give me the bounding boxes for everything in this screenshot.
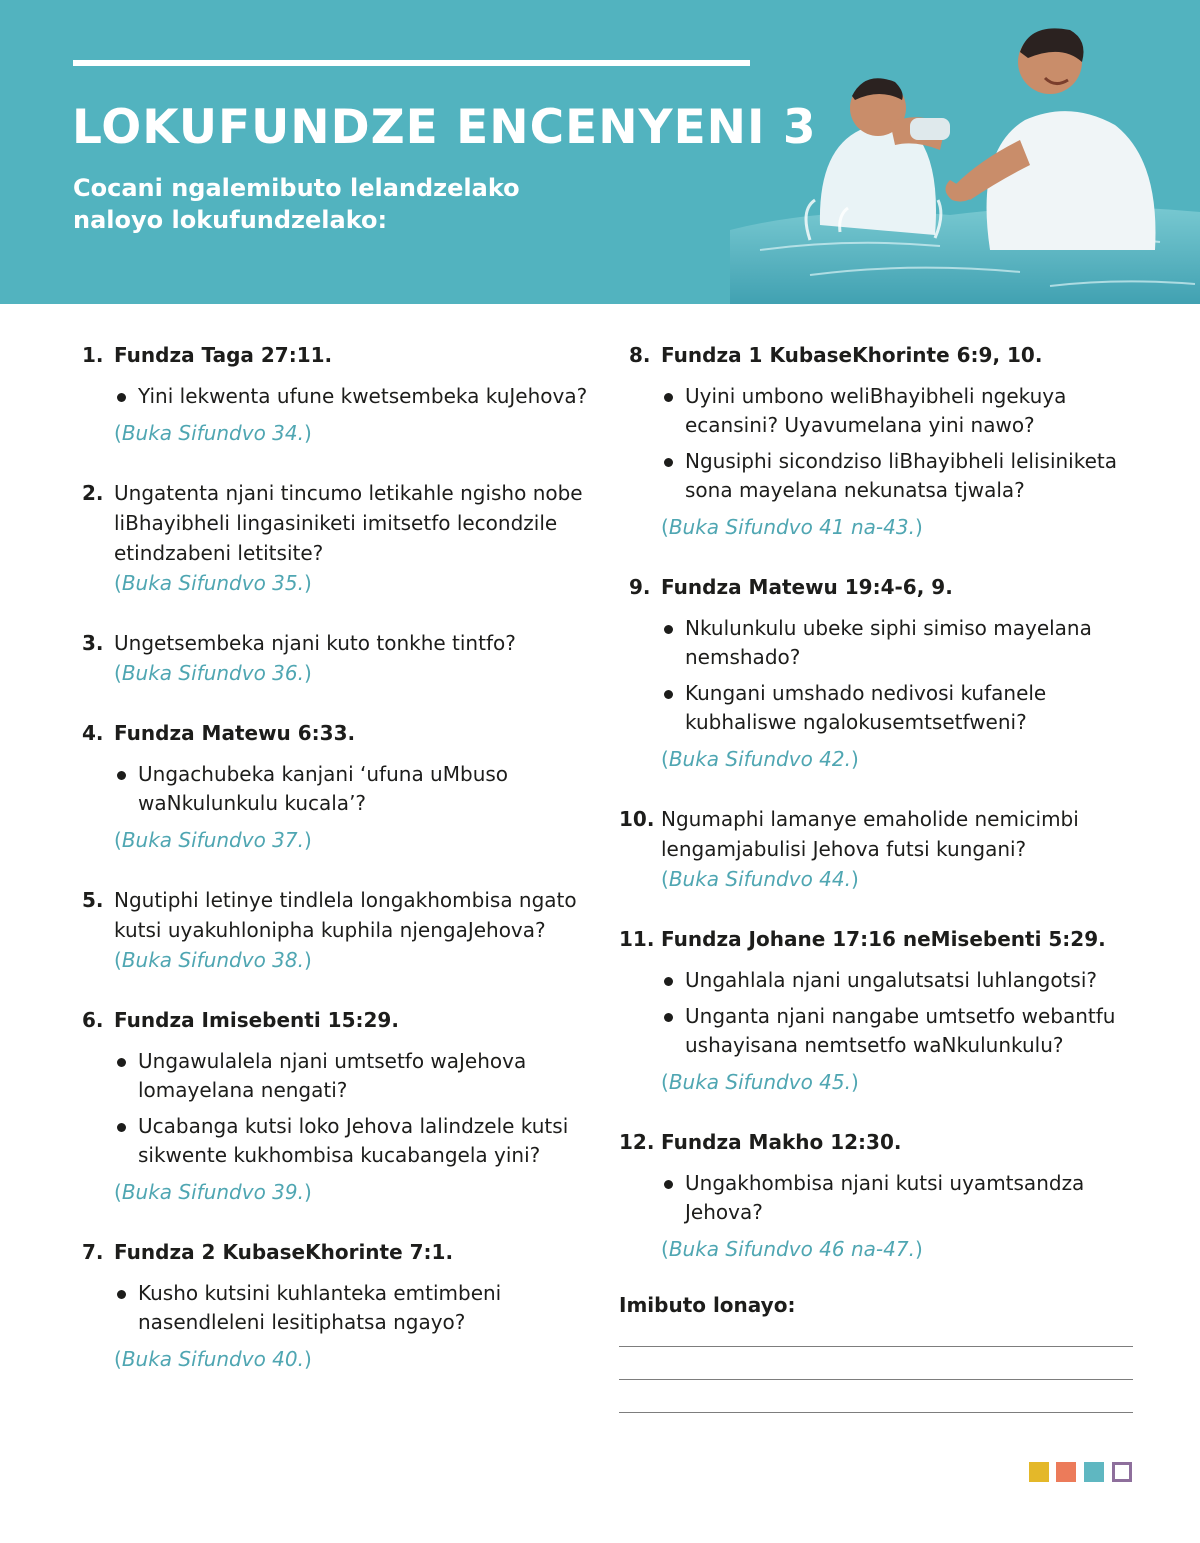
question-item: [619, 572, 1139, 774]
page-subtitle: Cocani ngalemibuto lelandzelako naloyo lokufundzelako:: [73, 174, 520, 234]
question-text: Fundza Taga 27:11.: [114, 343, 333, 367]
sub-question-list: [661, 1169, 1139, 1227]
lesson-reference: (Buka Sifundvo 45.): [661, 1070, 859, 1094]
question-item: [619, 340, 1139, 542]
lesson-reference: (Buka Sifundvo 36.): [114, 661, 312, 685]
question-number: 7.: [82, 1240, 104, 1264]
question-text: Ungatenta njani tincumo letikahle ngisho nobe liBhayibheli lingasiniketi imitsetfo lecondzile etindzabeni letitsite?: [114, 481, 583, 565]
answer-line: [619, 1379, 1133, 1380]
orange-square: [1056, 1462, 1076, 1482]
lesson-reference: (Buka Sifundvo 41 na-43.): [661, 515, 923, 539]
question-number: 3.: [82, 631, 104, 655]
question-text: Fundza 2 KubaseKhorinte 7:1.: [114, 1240, 454, 1264]
sub-question-list: [114, 1279, 592, 1337]
lesson-reference: (Buka Sifundvo 39.): [114, 1180, 312, 1204]
lesson-reference: (Buka Sifundvo 40.): [114, 1347, 312, 1371]
sub-question: Kungani umshado nedivosi kufanele kubhaliswe ngalokusemtsetfweni?: [661, 679, 1139, 737]
sub-question: Yini lekwenta ufune kwetsembeka kuJehova?: [114, 382, 592, 411]
question-text: Fundza Matewu 19:4-6, 9.: [661, 575, 953, 599]
question-number: 9.: [629, 575, 651, 599]
answer-line: [619, 1412, 1133, 1413]
question-number: 2.: [82, 481, 104, 505]
question-number: 12.: [619, 1130, 655, 1154]
question-number: 11.: [619, 927, 655, 951]
question-number: 6.: [82, 1008, 104, 1032]
question-text: Ngutiphi letinye tindlela longakhombisa ngato kutsi uyakuhlonipha kuphila njengaJehova?: [114, 888, 577, 942]
question-text: Ngumaphi lamanye emaholide nemicimbi lengamjabulisi Jehova futsi kungani?: [661, 807, 1079, 861]
lesson-reference: (Buka Sifundvo 37.): [114, 828, 312, 852]
sub-question: Ungahlala njani ungalutsatsi luhlangotsi?: [661, 966, 1139, 995]
question-item: [82, 340, 592, 448]
lesson-reference: (Buka Sifundvo 35.): [114, 571, 312, 595]
lesson-reference: (Buka Sifundvo 34.): [114, 421, 312, 445]
sub-question: Uyini umbono weliBhayibheli ngekuya ecansini? Uyavumelana yini nawo?: [661, 382, 1139, 440]
sub-question-list: [661, 382, 1139, 505]
page-title: LOKUFUNDZE ENCENYENI 3: [72, 100, 817, 155]
question-text: Fundza Makho 12:30.: [661, 1130, 902, 1154]
sub-question: Ungawulalela njani umtsetfo waJehova lomayelana nengati?: [114, 1047, 592, 1105]
sub-question: Ngusiphi sicondziso liBhayibheli lelisiniketa sona mayelana nekunatsa tjwala?: [661, 447, 1139, 505]
own-questions-label: Imibuto lonayo:: [619, 1293, 796, 1317]
sub-question: Nkulunkulu ubeke siphi simiso mayelana nemshado?: [661, 614, 1139, 672]
yellow-square: [1029, 1462, 1049, 1482]
lesson-reference: (Buka Sifundvo 44.): [661, 867, 859, 891]
question-item: [82, 478, 592, 598]
question-item: [619, 1127, 1139, 1264]
questions-right-column: [619, 340, 1139, 1294]
purple-outline-square: [1112, 1462, 1132, 1482]
question-number: 4.: [82, 721, 104, 745]
question-item: [619, 804, 1139, 894]
answer-line: [619, 1346, 1133, 1347]
question-text: Fundza Matewu 6:33.: [114, 721, 356, 745]
question-number: 5.: [82, 888, 104, 912]
header-rule: [73, 60, 750, 66]
sub-question-list: [114, 760, 592, 818]
sub-question: Ungakhombisa njani kutsi uyamtsandza Jehova?: [661, 1169, 1139, 1227]
lesson-reference: (Buka Sifundvo 42.): [661, 747, 859, 771]
sub-question-list: [114, 382, 592, 411]
teal-square: [1084, 1462, 1104, 1482]
question-text: Ungetsembeka njani kuto tonkhe tintfo?: [114, 631, 516, 655]
question-number: 1.: [82, 343, 104, 367]
question-item: [82, 1005, 592, 1207]
lesson-reference: (Buka Sifundvo 46 na-47.): [661, 1237, 923, 1261]
question-item: [619, 924, 1139, 1097]
question-text: Fundza Johane 17:16 neMisebenti 5:29.: [661, 927, 1106, 951]
lesson-reference: (Buka Sifundvo 38.): [114, 948, 312, 972]
sub-question: Kusho kutsini kuhlanteka emtimbeni nasendleleni lesitiphatsa ngayo?: [114, 1279, 592, 1337]
question-text: Fundza 1 KubaseKhorinte 6:9, 10.: [661, 343, 1043, 367]
question-item: [82, 1237, 592, 1374]
baptism-illustration: [690, 0, 1200, 304]
sub-question: Ungachubeka kanjani ‘ufuna uMbuso waNkulunkulu kucala’?: [114, 760, 592, 818]
questions-left-column: [82, 340, 592, 1404]
sub-question-list: [114, 1047, 592, 1170]
question-number: 10.: [619, 807, 655, 831]
question-item: [82, 718, 592, 855]
question-number: 8.: [629, 343, 651, 367]
sub-question: Ucabanga kutsi loko Jehova lalindzele kutsi sikwente kukhombisa kucabangela yini?: [114, 1112, 592, 1170]
question-item: [82, 628, 592, 688]
question-item: [82, 885, 592, 975]
sub-question-list: [661, 614, 1139, 737]
question-text: Fundza Imisebenti 15:29.: [114, 1008, 399, 1032]
header-banner: [0, 0, 1200, 304]
sub-question-list: [661, 966, 1139, 1060]
sub-question: Unganta njani nangabe umtsetfo webantfu ushayisana nemtsetfo waNkulunkulu?: [661, 1002, 1139, 1060]
